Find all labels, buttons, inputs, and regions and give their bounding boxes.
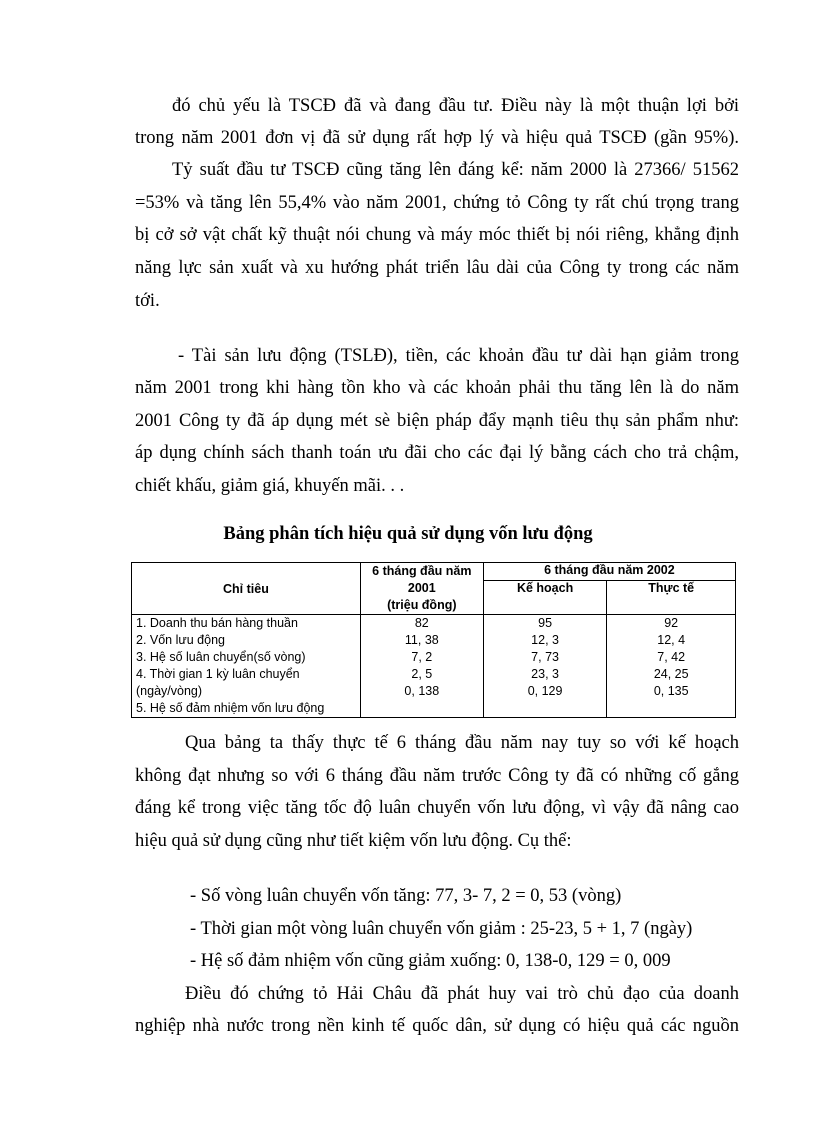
paragraph-line: chiết khấu, giảm giá, khuyến mãi. . .	[135, 476, 405, 496]
header-plan: Kế hoạch	[483, 581, 607, 615]
table-row: 3. Hệ số luân chuyển(số vòng)	[136, 650, 306, 664]
paragraph-line: trong năm 2001 đơn vị đã sử dụng rất hợp lý và hiệu quả TSCĐ (gần 95%).	[135, 128, 739, 148]
header-2002: 6 tháng đầu năm 2002	[483, 563, 735, 581]
indicator-cell	[132, 615, 361, 718]
plan-2002-cell: 95 12, 3 7, 73 23, 3 0, 129	[483, 615, 607, 718]
paragraph-line: áp dụng chính sách thanh toán ưu đãi cho các đại lý bằng cách cho trả chậm,	[135, 443, 739, 463]
paragraph-line: nghiệp nhà nước trong nền kinh tế quốc dân, sử dụng có hiệu quả các nguồn	[135, 1016, 739, 1036]
paragraph-line: bị cở sở vật chất kỹ thuật nói chung và máy móc thiết bị nói riêng, khẳng định	[135, 225, 739, 245]
paragraph-line: tới.	[135, 291, 160, 311]
header-actual: Thực tế	[607, 581, 736, 615]
paragraph-line: đáng kể trong việc tăng tốc độ luân chuyển vốn lưu động, vì vậy đã nâng cao	[135, 798, 739, 818]
paragraph-line: Tỷ suất đầu tư TSCĐ cũng tăng lên đáng kể: năm 2000 là 27366/ 51562	[172, 160, 739, 180]
values-2001-cell: 82 11, 38 7, 2 2, 5 0, 138	[360, 615, 483, 718]
working-capital-table	[131, 562, 736, 718]
paragraph-line: không đạt nhưng so với 6 tháng đầu năm trước Công ty đã có những cố gắng	[135, 766, 739, 786]
paragraph-line: =53% và tăng lên 55,4% vào năm 2001, chứng tỏ Công ty rất chú trọng trang	[135, 193, 739, 213]
paragraph-line: Điều đó chứng tỏ Hải Châu đã phát huy vai trò chủ đạo của doanh	[185, 984, 739, 1004]
header-2001: 6 tháng đầu năm 2001 (triệu đồng)	[360, 563, 483, 615]
table-row: (ngày/vòng)	[136, 684, 203, 698]
list-item: - Hệ số đảm nhiệm vốn cũng giảm xuống: 0, 138-0, 129 = 0, 009	[190, 951, 671, 971]
list-item: - Số vòng luân chuyển vốn tăng: 77, 3- 7, 2 = 0, 53 (vòng)	[190, 886, 622, 906]
table-row: 4. Thời gian 1 kỳ luân chuyển	[136, 667, 300, 681]
table-row: 1. Doanh thu bán hàng thuần	[136, 616, 298, 630]
paragraph-line: - Tài sản lưu động (TSLĐ), tiền, các khoản đầu tư dài hạn giảm trong	[178, 346, 739, 366]
table-row: 2. Vốn lưu động	[136, 633, 225, 647]
paragraph-line: 2001 Công ty đã áp dụng mét sè biện pháp đẩy mạnh tiêu thụ sản phẩm như:	[135, 411, 739, 431]
table-title: Bảng phân tích hiệu quả sử dụng vốn lưu động	[223, 524, 593, 544]
list-item: - Thời gian một vòng luân chuyển vốn giảm : 25-23, 5 + 1, 7 (ngày)	[190, 919, 693, 939]
paragraph-line: năng lực sản xuất và xu hướng phát triển lâu dài của Công ty trong các năm	[135, 258, 739, 278]
table-row: 5. Hệ số đảm nhiệm vốn lưu động	[136, 701, 325, 715]
actual-2002-cell: 92 12, 4 7, 42 24, 25 0, 135	[607, 615, 736, 718]
paragraph-line: đó chủ yếu là TSCĐ đã và đang đầu tư. Điều này là một thuận lợi bởi	[172, 96, 739, 116]
header-indicator: Chỉ tiêu	[132, 563, 361, 615]
paragraph-line: hiệu quả sử dụng cũng như tiết kiệm vốn lưu động. Cụ thể:	[135, 831, 572, 851]
paragraph-line: năm 2001 trong khi hàng tồn kho và các khoản phải thu tăng lên là do năm	[135, 378, 739, 398]
paragraph-line: Qua bảng ta thấy thực tế 6 tháng đầu năm nay tuy so với kế hoạch	[185, 733, 739, 753]
